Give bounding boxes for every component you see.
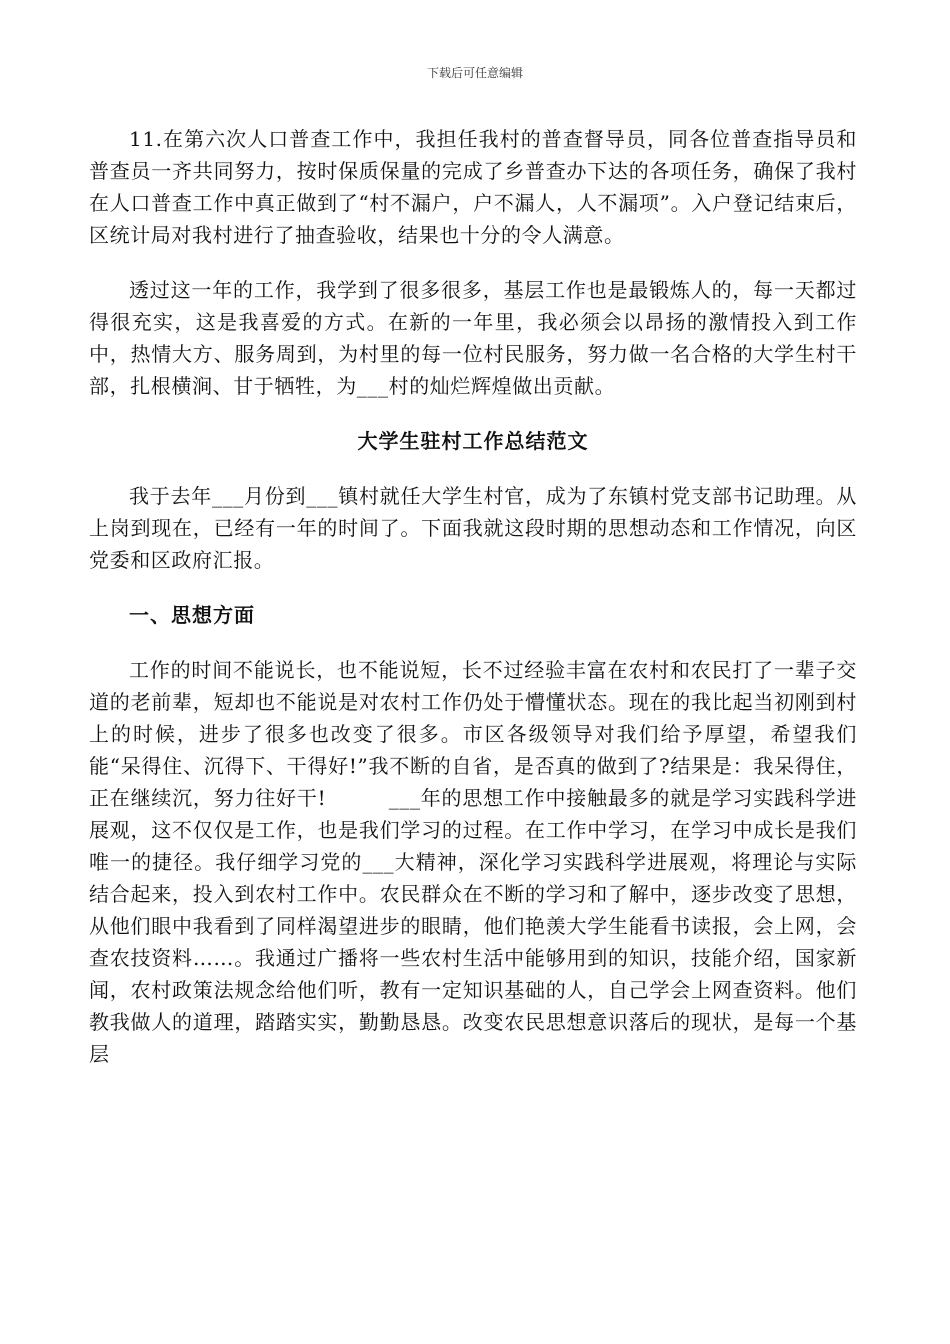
page-header: 下载后可任意编辑 — [426, 66, 523, 80]
paragraph-gap — [89, 457, 857, 480]
document-body — [89, 123, 857, 1070]
paragraph-gap — [89, 251, 857, 274]
document-title: 大学生驻村工作总结范文 — [357, 429, 589, 453]
paragraph-introduction: 我于去年___月份到___镇村就任大学生村官，成为了东镇村党支部书记助理。从上岗到现在，已经有一年的时间了。下面我就这段时期的思想动态和工作情况，向区党委和区政府汇报。 — [89, 484, 857, 572]
paragraph-gap — [89, 576, 857, 599]
paragraph-year-summary: 透过这一年的工作，我学到了很多很多，基层工作也是最锻炼人的，每一天都过得很充实，这是我喜爱的方式。在新的一年里，我必须会以昂扬的激情投入到工作中，热情大方、服务周到，为村里的每一位村民服务，努力做一名合格的大学生村干部，扎根横涧、甘于牺牲，为___村的灿烂辉煌做出贡献。 — [89, 278, 857, 398]
paragraph-census: 11.在第六次人口普查工作中，我担任我村的普查督导员，同各位普查指导员和普查员一齐共同努力，按时保质保量的完成了乡普查办下达的各项任务，确保了我村在人口普查工作中真正做到了“村不漏户，户不漏人，人不漏项”。入户登记结束后，区统计局对我村进行了抽查验收，结果也十分的令人满意。 — [89, 127, 857, 247]
section-heading-thought: 一、思想方面 — [129, 603, 255, 627]
paragraph-gap — [89, 631, 857, 654]
paragraph-thought: 工作的时间不能说长，也不能说短，长不过经验丰富在农村和农民打了一辈子交道的老前辈，短却也不能说是对农村工作仍处于懵懂状态。现在的我比起当初刚到村上的时候，进步了很多也改变了很多。市区各级领导对我们给予厚望，希望我们能“呆得住、沉得下、干得好!”我不断的自省，是否真的做到了?结果是：我呆得住，正在继续沉，努力往好干! ___年的思想工作中接触最多的就是学习实践科学进展观，这不仅仅是工作，也是我们学习的过程。在工作中学习，在学习中成长是我们唯一的捷径。我仔细学习党的___大精神，深化学习实践科学进展观，将理论与实际结合起来，投入到农村工作中。农民群众在不断的学习和了解中，逐步改变了思想，从他们眼中我看到了同样渴望进步的眼睛，他们艳羡大学生能看书读报，会上网，会查农技资料……。我通过广播将一些农村生活中能够用到的知识，技能介绍，国家新闻，农村政策法规念给他们听，教有一定知识基础的人，自己学会上网查资料。他们教我做人的道理，踏踏实实，勤勤恳恳。改变农民思想意识落后的现状，是每一个基层 — [89, 658, 857, 1066]
paragraph-gap — [89, 402, 857, 425]
